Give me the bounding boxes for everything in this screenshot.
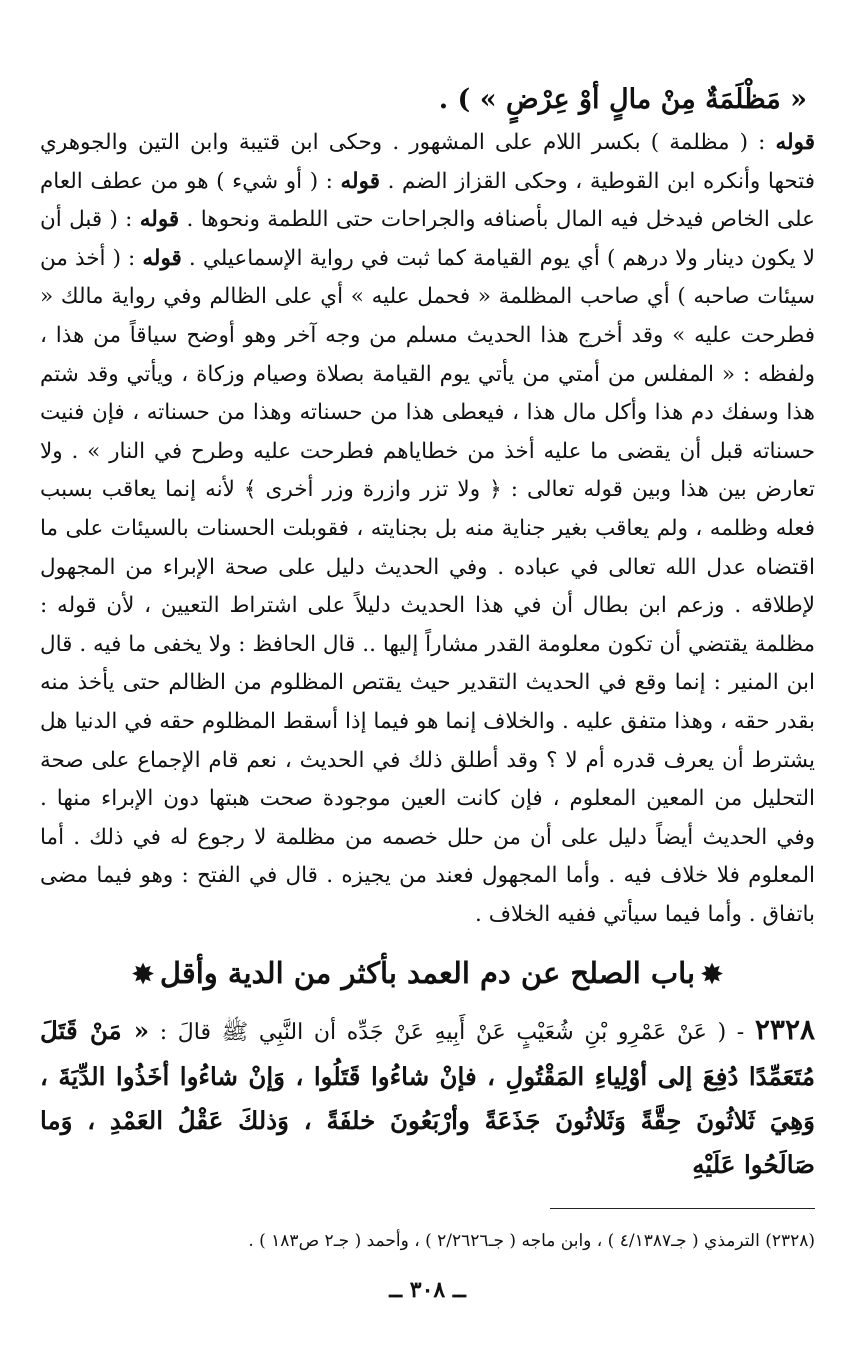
star-ornament-icon: ✸ xyxy=(701,960,723,991)
hadith-narration-chain: - ( عَنْ عَمْرِو بْنِ شُعَيْبٍ عَنْ أَبِيهِ عَنْ جَدِّه أن النَّبِي ﷺ قالَ : xyxy=(149,1020,755,1046)
commentary-paragraph xyxy=(40,124,815,934)
footnote: (٢٣٢٨) الترمذي ( جـ٤/١٣٨٧ ) ، وابن ماجه ( جـ٢/٢٦٢٦ ) ، وأحمد ( جـ٢ ص١٨٣ ) . xyxy=(248,1231,815,1251)
qawluhu-keyword: قوله xyxy=(775,130,815,155)
star-ornament-icon: ✸ xyxy=(132,960,154,991)
qawluhu-keyword: قوله xyxy=(340,168,380,194)
commentary-segment: : ( مظلمة ) بكسر اللام على المشهور . وحكى ابن قتيبة وابن التين والجوهري فتحها وأنكره ابن القوطية ، وحكى القزاز الضم . xyxy=(40,130,815,194)
qawluhu-keyword: قوله xyxy=(139,207,180,233)
page-number: ــ ٣٠٨ ــ xyxy=(389,1277,466,1303)
chapter-heading xyxy=(40,948,815,1000)
footnote-divider xyxy=(550,1208,815,1209)
commentary-segment: : ( أو شيء ) هو من عطف العام على الخاص فيدخل فيه المال بأصنافه والجراحات حتى اللطمة ونحوها . xyxy=(40,168,815,233)
commentary-segment: : ( أخذ من سيئات صاحبه ) أي صاحب المظلمة « فحمل عليه » أي على الظالم وفي رواية مالك « فطرحت عليه » وقد أخرج هذا الحديث مسلم من وجه آخر وهو أوضح سياقاً من هذا ، ولفظه : « المفلس من أمتي من يأتي يوم القيامة بصلاة وصيام وزكاة ، ويأتي وقد شتم هذا وسفك دم هذا وأكل مال هذا ، فيعطى هذا من حسناته وهذا من حسناته ، فإن فنيت حسناته قبل أن يقضى ما عليه أخذ من خطاياهم فطرحت عليه وطرح في النار » . ولا تعارض بين هذا وبين قوله تعالى : ﴿ ولا تزر وازرة وزر أخرى ﴾ لأنه إنما يعاقب بسبب فعله وظلمه ، ولم يعاقب بغير جناية منه بل بجنايته ، فقوبلت الحسنات بالسيئات على ما اقتضاه عدل الله تعالى في عباده . وفي الحديث دليل على صحة الإبراء من المجهول لإطلاقه . وزعم ابن بطال أن في هذا الحديث دليلاً على اشتراط التعيين ، لأن قوله : مظلمة يقتضي أن تكون معلومة القدر مشاراً إليها .. قال الحافظ : ولا يخفى ما فيه . قال ابن المنير : إنما وقع في الحديث التقدير حيث يقتص المظلوم من الظالم حتى يأخذ منه بقدر حقه ، وهذا متفق عليه . والخلاف إنما هو فيما إذا أسقط المظلوم حقه في الدنيا هل يشترط أن يعرف قدره أم لا ؟ وقد أطلق ذلك في الحديث ، نعم قام الإجماع على صحة التحليل من المعين المعلوم ، فإن كانت العين موجودة صحت هبتها دون الإبراء منها . وفي الحديث أيضاً دليل على أن من حلل خصمه من مظلمة لا رجوع له في ذلك . أما المعلوم فلا خلاف فيه . وأما المجهول فعند من يجيزه . قال في الفتح : وهو فيما مضى باتفاق . وأما فيما سيأتي ففيه الخلاف . xyxy=(40,245,815,927)
hadith-number: ٢٣٢٨ xyxy=(754,1013,816,1047)
hadith-matn: « مَنْ قَتَلَ مُتَعَمِّدًا دُفِعَ إلى أوْلِياءِ المَقْتُولِ ، فإنْ شاءُوا قَتَلُوا ، وَإنْ شاءُوا أخَذُوا الدِّيَةَ ، وَهِيَ ثَلاثُونَ حِقَّةً وَثَلاثُونَ جَذَعَةً وأرْبَعُونَ خلفَةً ، وَذلكَ عَقْلُ العَمْدِ ، وَما صَالَحُوا عَلَيْهِ xyxy=(40,1016,815,1180)
commentary-segment: : ( قبل أن لا يكون دينار ولا درهم ) أي يوم القيامة كما ثبت في رواية الإسماعيلي . xyxy=(40,207,815,271)
chapter-title: باب الصلح عن دم العمد بأكثر من الدية وأقل xyxy=(159,956,696,991)
qawluhu-keyword: قوله xyxy=(142,245,182,271)
hadith-text-continuation: « مَظْلَمَةٌ مِنْ مالٍ أوْ عِرْضٍ » ) . xyxy=(438,84,807,115)
hadith-entry xyxy=(40,1008,815,1187)
